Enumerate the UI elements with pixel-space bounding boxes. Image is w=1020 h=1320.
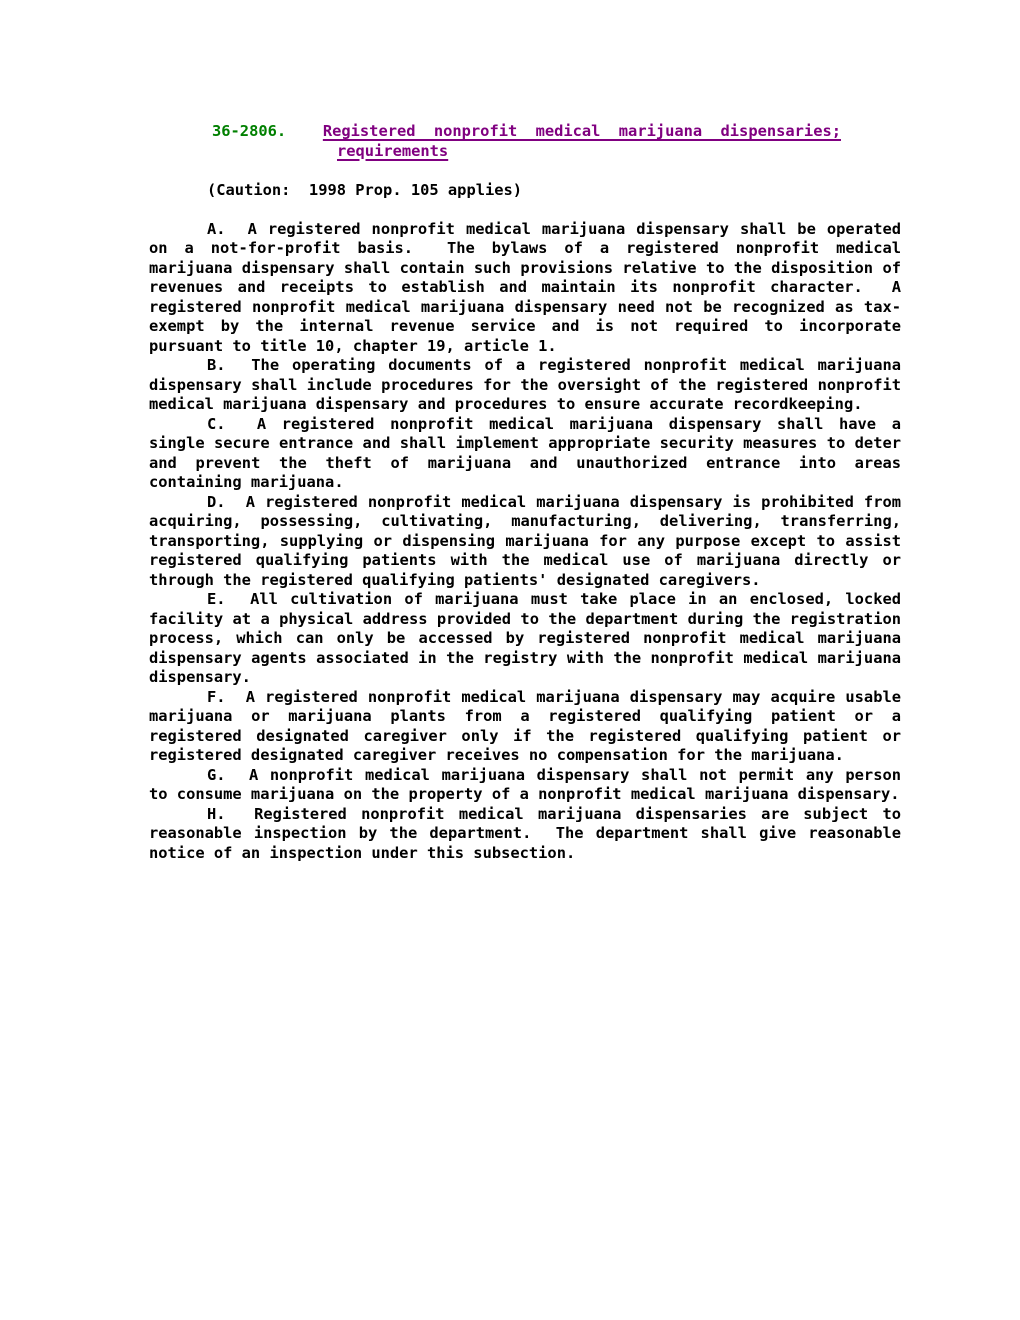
statute-paragraph-F: F. A registered nonprofit medical marijuana dispensary may acquire usable marijuana or marijuana plants from a registered qualifying patient or a registered designated caregiver only if the registered qualifying patient or registered designated caregiver receives no compensation for the marijuana. bbox=[149, 687, 901, 764]
section-heading bbox=[149, 122, 901, 161]
statute-paragraph-A: A. A registered nonprofit medical marijuana dispensary shall be operated on a not-for-profit basis. The bylaws of a registered nonprofit medical marijuana dispensary shall contain such provisions relative to the disposition of revenues and receipts to establish and maintain its nonprofit character. A registered nonprofit medical marijuana dispensary need not be recognized as tax-exempt by the internal revenue service and is not required to incorporate pursuant to title 10, chapter 19, article 1. bbox=[149, 219, 901, 355]
heading-separator bbox=[286, 122, 323, 140]
statute-paragraph-B: B. The operating documents of a registered nonprofit medical marijuana dispensary shall include procedures for the oversight of the registered nonprofit medical marijuana dispensary and procedures to ensure accurate recordkeeping. bbox=[149, 356, 901, 413]
caution-note: (Caution: 1998 Prop. 105 applies) bbox=[207, 180, 523, 199]
statute-paragraph-C: C. A registered nonprofit medical marijuana dispensary shall have a single secure entrance and shall implement appropriate security measures to deter and prevent the theft of marijuana and unauthorized entrance into areas containing marijuana. bbox=[149, 414, 901, 491]
statute-paragraph-E: E. All cultivation of marijuana must take place in an enclosed, locked facility at a physical address provided to the department during the registration process, which can only be accessed by registered nonprofit medical marijuana dispensary agents associated in the registry with the nonprofit medical marijuana dispensary. bbox=[149, 590, 901, 686]
section-number: 36-2806. bbox=[212, 122, 287, 140]
section-title-link[interactable]: Registered nonprofit medical marijuana dispensaries; requirements bbox=[322, 122, 841, 160]
statute-paragraph-G: G. A nonprofit medical marijuana dispensary shall not permit any person to consume marijuana on the property of a nonprofit medical marijuana dispensary. bbox=[149, 765, 901, 803]
statute-content bbox=[149, 122, 901, 863]
statute-paragraph-H: H. Registered nonprofit medical marijuana dispensaries are subject to reasonable inspection by the department. The department shall give reasonable notice of an inspection under this subsection. bbox=[149, 804, 901, 862]
statute-paragraph-D: D. A registered nonprofit medical marijuana dispensary is prohibited from acquiring, possessing, cultivating, manufacturing, delivering, transferring, transporting, supplying or dispensing marijuana for any purpose except to assist registered qualifying patients with the medical use of marijuana directly or through the registered qualifying patients' designated caregivers. bbox=[149, 492, 901, 589]
